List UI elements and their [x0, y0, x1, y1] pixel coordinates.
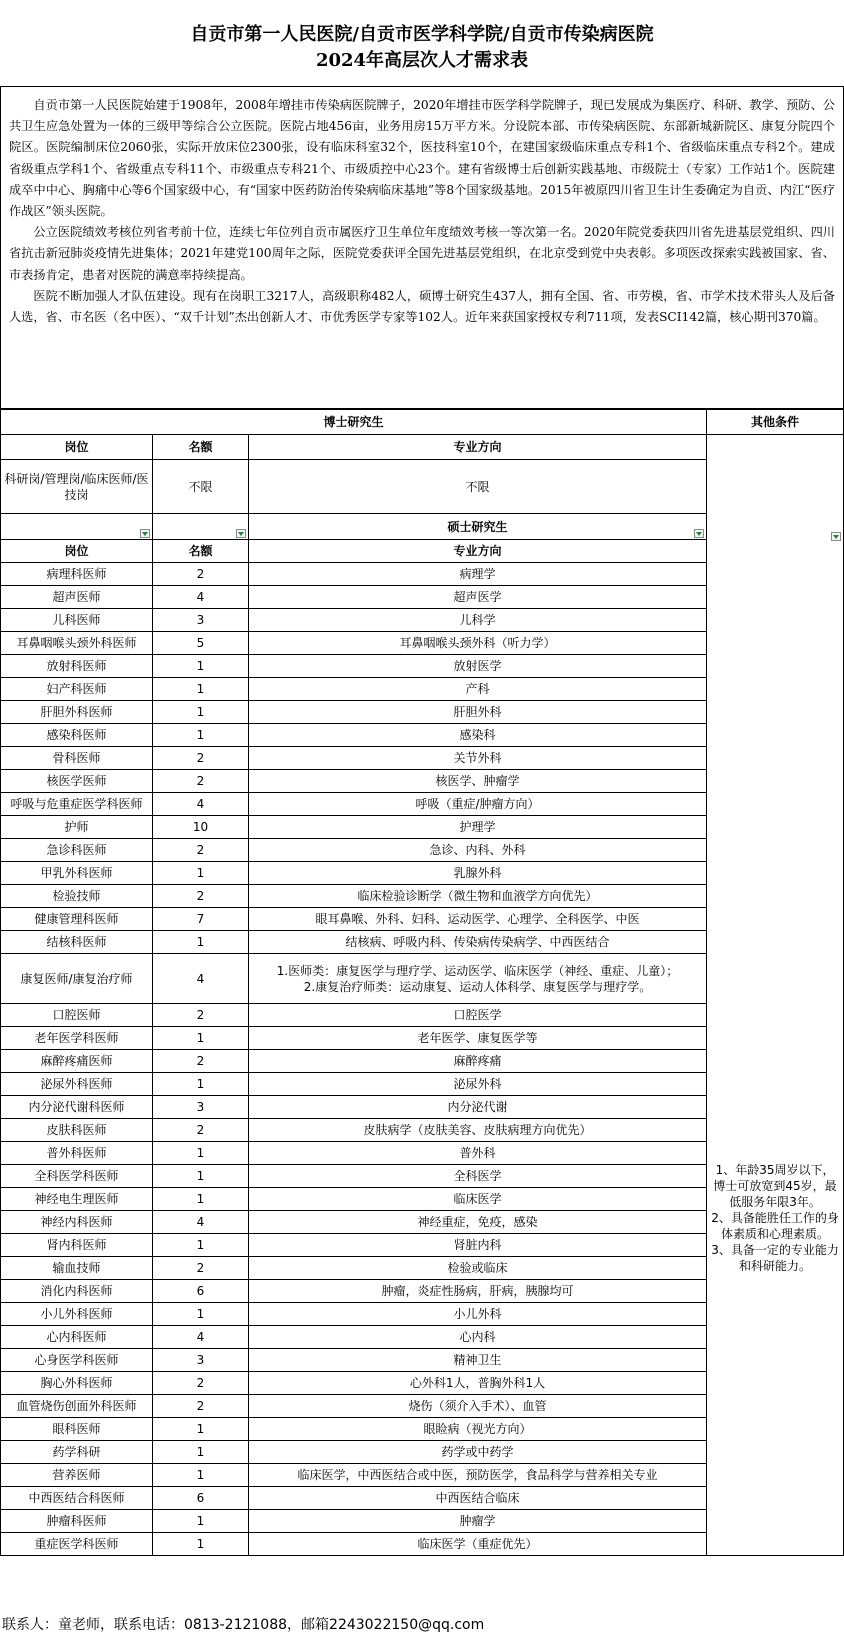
master-position: 胸心外科医师 [1, 1372, 153, 1395]
master-direction: 老年医学、康复医学等 [249, 1027, 707, 1050]
page-title [0, 22, 844, 74]
master-quota: 1 [153, 1188, 249, 1211]
master-direction: 口腔医学 [249, 1004, 707, 1027]
master-position: 麻醉疼痛医师 [1, 1050, 153, 1073]
master-position: 结核科医师 [1, 931, 153, 954]
master-direction: 药学或中药学 [249, 1441, 707, 1464]
title-line-2: 2024年高层次人才需求表 [315, 50, 529, 71]
other-condition-1: 1、年龄35周岁以下，博士可放宽到45岁，最低服务年限3年。 [713, 1163, 837, 1209]
master-direction: 眼耳鼻喉、外科、妇科、运动医学、心理学、全科医学、中医 [249, 908, 707, 931]
section-phd-header: 博士研究生 [1, 410, 707, 435]
master-position: 眼科医师 [1, 1418, 153, 1441]
master-quota: 1 [153, 1027, 249, 1050]
master-position: 护师 [1, 816, 153, 839]
master-position: 耳鼻咽喉头颈外科医师 [1, 632, 153, 655]
master-position: 口腔医师 [1, 1004, 153, 1027]
master-quota: 10 [153, 816, 249, 839]
direction-line-1: 1.医师类：康复医学与理疗学、运动医学、临床医学（神经、重症、儿童）； [276, 963, 679, 978]
master-quota: 2 [153, 1004, 249, 1027]
master-direction: 临床医学（重症优先） [249, 1533, 707, 1556]
master-position: 放射科医师 [1, 655, 153, 678]
master-quota: 2 [153, 1050, 249, 1073]
master-direction: 肝胆外科 [249, 701, 707, 724]
master-direction: 检验或临床 [249, 1257, 707, 1280]
master-position: 肝胆外科医师 [1, 701, 153, 724]
master-direction: 护理学 [249, 816, 707, 839]
master-position: 康复医师/康复治疗师 [1, 954, 153, 1004]
master-col-quota: 名额 [153, 540, 249, 563]
master-quota: 1 [153, 931, 249, 954]
master-position: 呼吸与危重症医学科医师 [1, 793, 153, 816]
master-direction: 肿瘤，炎症性肠病，肝病，胰腺均可 [249, 1280, 707, 1303]
intro-paragraph-1: 自贡市第一人民医院始建于1908年，2008年增挂市传染病医院牌子，2020年增挂市医学科学院牌子，现已发展成为集医疗、科研、教学、预防、公共卫生应急处置为一体的三级甲等综合公立医院。医院占地456亩，业务用房15万平方米。分设院本部、市传染病医院、东部新城新院区、康复分院四个院区。医院编制床位2060张，实际开放床位2300张，设有临床科室32个，医技科室10个，在建国家级临床重点专科1个、省级临床重点专科2个。建成省级重点学科1个、省级重点专科11个、市级重点专科21个、市级质控中心23个。建有省级博士后创新实践基地、市级院士（专家）工作站1个。医院建成卒中中心、胸痛中心等6个国家级中心，有“国家中医药防治传染病临床基地”等8个国家级基地。2015年被原四川省卫生计生委确定为自贡、内江“医疗作战区”领头医院。 [9, 98, 835, 219]
phd-col-quota: 名额 [153, 435, 249, 460]
master-position: 重症医学科医师 [1, 1533, 153, 1556]
master-position: 急诊科医师 [1, 839, 153, 862]
master-quota: 1 [153, 1142, 249, 1165]
hospital-introduction [0, 86, 844, 409]
talent-demand-table [0, 409, 844, 1556]
master-position: 神经电生理医师 [1, 1188, 153, 1211]
master-quota: 4 [153, 954, 249, 1004]
other-condition-3: 3、具备一定的专业能力和科研能力。 [711, 1243, 839, 1273]
master-quota: 1 [153, 1234, 249, 1257]
section-other-header: 其他条件 [707, 410, 844, 435]
master-quota: 7 [153, 908, 249, 931]
master-quota: 1 [153, 655, 249, 678]
phd-col-direction: 专业方向 [249, 435, 707, 460]
master-direction: 耳鼻咽喉头颈外科（听力学） [249, 632, 707, 655]
master-position: 肾内科医师 [1, 1234, 153, 1257]
master-direction: 临床医学，中西医结合或中医，预防医学，食品科学与营养相关专业 [249, 1464, 707, 1487]
master-quota: 1 [153, 1441, 249, 1464]
master-direction: 心外科1人，普胸外科1人 [249, 1372, 707, 1395]
master-quota: 4 [153, 793, 249, 816]
master-quota: 2 [153, 1119, 249, 1142]
title-line-1: 自贡市第一人民医院/自贡市医学科学院/自贡市传染病医院 [190, 24, 654, 45]
master-position: 老年医学科医师 [1, 1027, 153, 1050]
master-position: 超声医师 [1, 586, 153, 609]
master-quota: 6 [153, 1487, 249, 1510]
master-direction: 普外科 [249, 1142, 707, 1165]
master-position: 普外科医师 [1, 1142, 153, 1165]
master-position: 核医学医师 [1, 770, 153, 793]
master-quota: 2 [153, 839, 249, 862]
master-section-mid [153, 514, 249, 540]
intro-paragraph-2: 公立医院绩效考核位列省考前十位，连续七年位列自贡市属医疗卫生单位年度绩效考核一等次第一名。2020年院党委获四川省先进基层党组织、四川省抗击新冠肺炎疫情先进集体；2021年建党100周年之际，医院党委获评全国先进基层党组织，在北京受到党中央表彰。多项医改探索实践被国家、省、市表扬肯定，患者对医院的满意率持续提高。 [9, 225, 835, 282]
master-direction: 产科 [249, 678, 707, 701]
master-position: 内分泌代谢科医师 [1, 1096, 153, 1119]
master-direction: 全科医学 [249, 1165, 707, 1188]
master-position: 检验技师 [1, 885, 153, 908]
master-quota: 1 [153, 701, 249, 724]
other-condition-2: 2、具备能胜任工作的身体素质和心理素质。 [711, 1211, 839, 1241]
master-direction [249, 954, 707, 1004]
master-quota: 2 [153, 1395, 249, 1418]
master-quota: 1 [153, 862, 249, 885]
master-quota: 2 [153, 1372, 249, 1395]
master-direction: 乳腺外科 [249, 862, 707, 885]
master-direction: 小儿外科 [249, 1303, 707, 1326]
master-quota: 2 [153, 747, 249, 770]
master-direction: 核医学、肿瘤学 [249, 770, 707, 793]
master-col-direction: 专业方向 [249, 540, 707, 563]
master-position: 泌尿外科医师 [1, 1073, 153, 1096]
phd-col-position: 岗位 [1, 435, 153, 460]
master-position: 药学科研 [1, 1441, 153, 1464]
master-direction: 烧伤（须介入手术）、血管 [249, 1395, 707, 1418]
master-position: 输血技师 [1, 1257, 153, 1280]
master-direction: 临床医学 [249, 1188, 707, 1211]
master-quota: 4 [153, 1326, 249, 1349]
master-direction: 神经重症，免疫，感染 [249, 1211, 707, 1234]
master-direction: 眼睑病（视光方向） [249, 1418, 707, 1441]
master-direction: 麻醉疼痛 [249, 1050, 707, 1073]
filter-dropdown-icon[interactable] [831, 532, 841, 541]
master-direction: 结核病、呼吸内科、传染病传染病学、中西医结合 [249, 931, 707, 954]
master-quota: 4 [153, 586, 249, 609]
master-position: 中西医结合科医师 [1, 1487, 153, 1510]
master-direction: 呼吸（重症/肿瘤方向） [249, 793, 707, 816]
master-direction: 病理学 [249, 563, 707, 586]
master-quota: 1 [153, 1303, 249, 1326]
master-direction: 中西医结合临床 [249, 1487, 707, 1510]
master-quota: 6 [153, 1280, 249, 1303]
master-quota: 2 [153, 563, 249, 586]
master-direction: 儿科学 [249, 609, 707, 632]
master-quota: 1 [153, 1464, 249, 1487]
master-direction: 肾脏内科 [249, 1234, 707, 1257]
master-position: 健康管理科医师 [1, 908, 153, 931]
master-position: 营养医师 [1, 1464, 153, 1487]
master-position: 儿科医师 [1, 609, 153, 632]
master-direction: 泌尿外科 [249, 1073, 707, 1096]
filter-dropdown-icon[interactable] [140, 529, 150, 538]
master-direction: 放射医学 [249, 655, 707, 678]
master-direction: 皮肤病学（皮肤美容、皮肤病理方向优先） [249, 1119, 707, 1142]
filter-dropdown-icon[interactable] [236, 529, 246, 538]
master-position: 妇产科医师 [1, 678, 153, 701]
master-position: 肿瘤科医师 [1, 1510, 153, 1533]
master-quota: 1 [153, 1533, 249, 1556]
master-col-position: 岗位 [1, 540, 153, 563]
master-position: 小儿外科医师 [1, 1303, 153, 1326]
master-direction: 临床检验诊断学（微生物和血液学方向优先） [249, 885, 707, 908]
master-direction: 关节外科 [249, 747, 707, 770]
master-quota: 3 [153, 1096, 249, 1119]
master-position: 全科医学科医师 [1, 1165, 153, 1188]
master-quota: 1 [153, 1418, 249, 1441]
filter-dropdown-icon[interactable] [694, 529, 704, 538]
master-section-left [1, 514, 153, 540]
master-quota: 1 [153, 678, 249, 701]
phd-position: 科研岗/管理岗/临床医师/医技岗 [1, 460, 153, 514]
master-direction: 肿瘤学 [249, 1510, 707, 1533]
phd-quota: 不限 [153, 460, 249, 514]
master-quota: 1 [153, 1073, 249, 1096]
master-position: 血管烧伤创面外科医师 [1, 1395, 153, 1418]
master-quota: 2 [153, 885, 249, 908]
other-conditions-cell [707, 435, 844, 1556]
master-direction: 急诊、内科、外科 [249, 839, 707, 862]
master-quota: 1 [153, 1165, 249, 1188]
master-quota: 3 [153, 1349, 249, 1372]
master-direction: 超声医学 [249, 586, 707, 609]
master-direction: 精神卫生 [249, 1349, 707, 1372]
master-position: 消化内科医师 [1, 1280, 153, 1303]
master-direction: 内分泌代谢 [249, 1096, 707, 1119]
master-quota: 1 [153, 1510, 249, 1533]
master-position: 皮肤科医师 [1, 1119, 153, 1142]
master-quota: 2 [153, 770, 249, 793]
master-position: 甲乳外科医师 [1, 862, 153, 885]
master-direction: 心内科 [249, 1326, 707, 1349]
master-position: 心身医学科医师 [1, 1349, 153, 1372]
master-direction: 感染科 [249, 724, 707, 747]
master-position: 感染科医师 [1, 724, 153, 747]
contact-info: 联系人：童老师，联系电话：0813-2121088，邮箱2243022150@qq.com [2, 1617, 485, 1633]
master-position: 病理科医师 [1, 563, 153, 586]
master-position: 神经内科医师 [1, 1211, 153, 1234]
direction-line-2: 2.康复治疗师类：运动康复、运动人体科学、康复医学与理疗学。 [303, 979, 652, 994]
master-quota: 1 [153, 724, 249, 747]
master-quota: 3 [153, 609, 249, 632]
master-quota: 4 [153, 1211, 249, 1234]
master-quota: 2 [153, 1257, 249, 1280]
intro-paragraph-3: 医院不断加强人才队伍建设。现有在岗职工3217人，高级职称482人，硕博士研究生437人，拥有全国、省、市劳模，省、市学术技术带头人及后备人选，省、市名医（名中医）、“双千计划”杰出创新人才、市优秀医学专家等102人。近年来获国家授权专利711项，发表SCI142篇，核心期刊370篇。 [9, 288, 835, 325]
master-position: 骨科医师 [1, 747, 153, 770]
phd-direction: 不限 [249, 460, 707, 514]
master-position: 心内科医师 [1, 1326, 153, 1349]
section-master-header: 硕士研究生 [249, 514, 707, 540]
master-quota: 5 [153, 632, 249, 655]
